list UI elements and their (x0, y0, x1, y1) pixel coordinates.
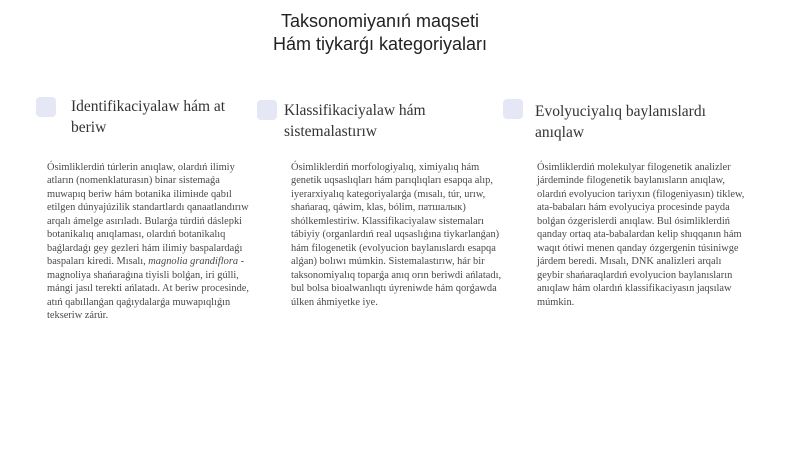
bullet-square-icon (36, 97, 56, 117)
slide-title-line-1: Taksonomiyanıń maqseti (280, 11, 480, 31)
column-identification (36, 96, 251, 321)
column-evolution (503, 96, 748, 308)
column-body-text-continued: - magnoliya shańaraǵına tiyisli bolǵan, iri gúlli, mángi jasıl terekti ańlatadı. At beriw procesinde, atıń qabıllanǵan qaǵıydalarǵa muwapıqlıǵın tekseriw zárúr. (47, 256, 249, 321)
column-heading: Identifikaciyalaw hám at beriw (71, 98, 226, 136)
column-body: Ósimliklerdiń molekulyar filogenetik analizler járdeminde filogenetik baylanısların anıqlaw, olardıń evolyucion tariyxın (filogeniyasın) tiklew, ata-babaları hám evolyuciya procesinde payda bolǵan ózgerislerdi anıqlaw. Bul ósimliklerdiń qanday ortaq ata-babalardan kelip shıqqanın hám waqıt ótiwi menen qanday ózgergenin túsiniwge járdem beredi. Mısalı, DNK analizleri arqalı geybir shańaraqlardıń evolyucion baylanısların anıqlaw hám olardıń klassifikaciyasın jaqsılaw múmkin. (537, 162, 745, 308)
column-classification (257, 96, 503, 308)
slide-title-line-2: Hám tiykarǵı kategoriyaları (272, 34, 488, 54)
bullet-square-icon (257, 100, 277, 120)
column-body (47, 161, 259, 322)
column-body: Ósimliklerdiń morfologiyalıq, ximiyalıq hám genetik uqsaslıqları hám parıqlıqları esapqa alıp, iyerarxiyalıq kategoriyalarǵa (mısalı, túr, urıw, shańaraq, qáwim, klas, bólim, патшалык) shólkemlestiriw. Klassifikaciyalaw sistemaları tábiyiy (organlardıń real uqsaslıǵına tiykarlanǵan) hám filogenetik (evolyucion baylanıslardı esapqa alǵan) bolıwı múmkin. Sistemalastırıw, hár bir taksonomiyalıq toparǵa anıq orın beriwdi ańlatadı, bul bolsa bioalwanlıqtı úyreniwde hám qorǵawda úlken áhmiyetke iye. (291, 162, 502, 308)
column-heading: Klassifikaciyalaw hám sistemalastırıw (284, 102, 426, 140)
column-body-species-name: magnolia grandiflora (148, 256, 239, 268)
column-header (36, 96, 251, 156)
bullet-square-icon (503, 99, 523, 119)
column-body-text: Ósimliklerdiń túrlerin anıqlaw, olardıń ilimiy atların (nomenklaturasın) binar sistemaǵa muwapıq beriw hám botanika ilimінde qabıl etilgen dúnyajúzilik standartlardı qanaatlandırıw arqalı ámelge asırıladı. Bularǵa túrdiń dáslepki botanikalıq anıqlaması, olardıń botanikalıq baǵlardaǵı gey gezleri hám ilimiy baspalardaǵı baspaları kiredi. Mısalı, (47, 162, 249, 268)
column-header (503, 96, 748, 156)
slide-title (0, 10, 760, 56)
column-heading: Evolyuciyalıq baylanıslardı anıqlaw (535, 103, 706, 141)
column-header (257, 96, 503, 156)
